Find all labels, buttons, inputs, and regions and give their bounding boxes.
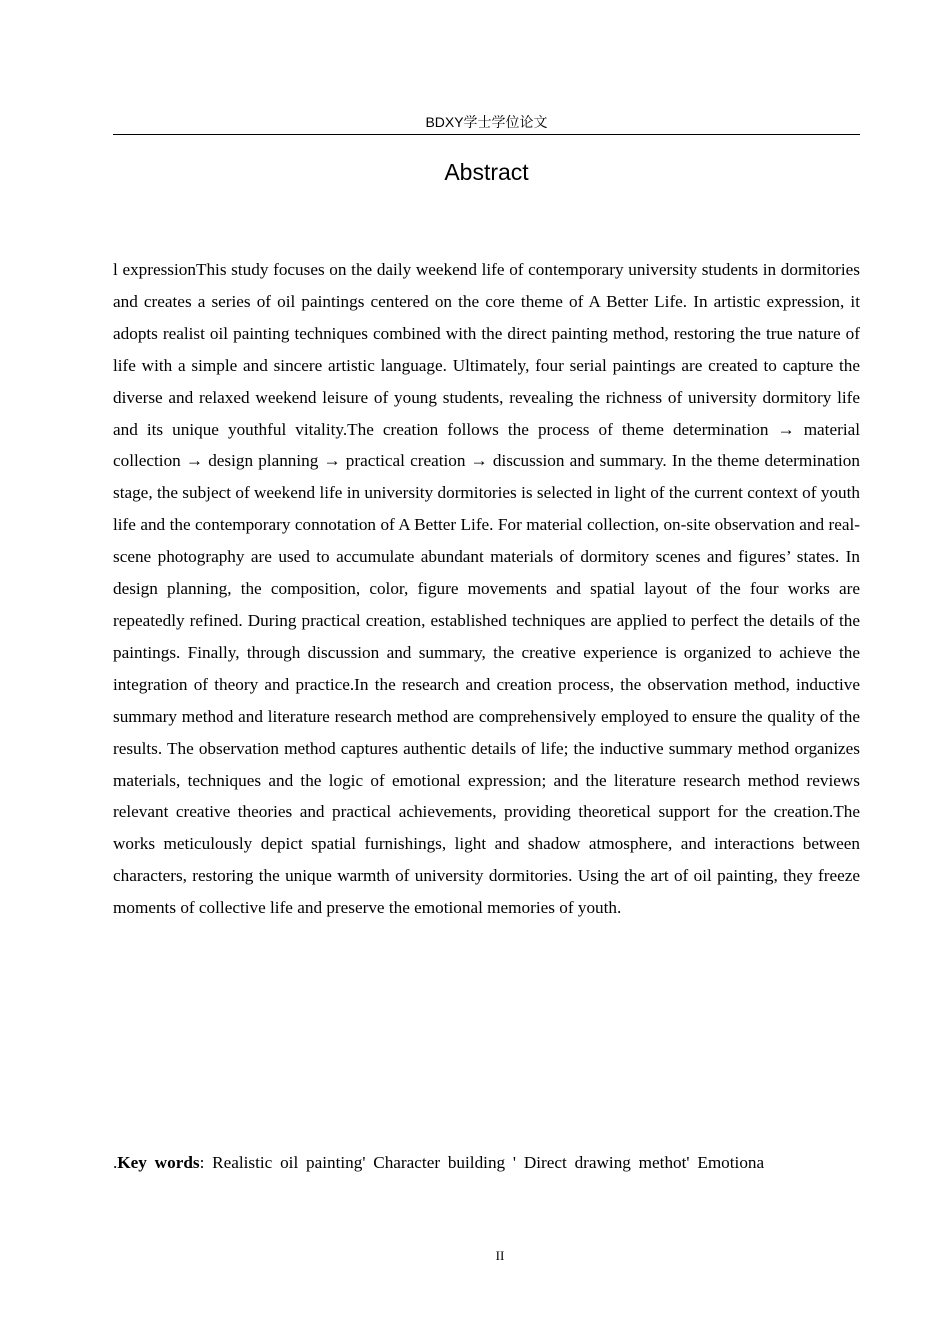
keywords-line — [113, 1147, 873, 1179]
page-header — [113, 112, 860, 135]
keywords-label: Key words — [117, 1153, 200, 1172]
abstract-body: l expressionThis study focuses on the daily weekend life of contemporary university students in dormitories and creates a series of oil paintings centered on the core theme of A Better Life. In artistic expression, it adopts realist oil painting techniques combined with the direct painting method, restoring the true nature of life with a simple and sincere artistic language. Ultimately, four serial paintings are created to capture the diverse and relaxed weekend leisure of young students, revealing the richness of university dormitory life and its unique youthful vitality.The creation follows the process of theme determination → material collection → design planning → practical creation → discussion and summary. In the theme determination stage, the subject of weekend life in university dormitories is selected in light of the current context of youth life and the contemporary connotation of A Better Life. For material collection, on-site observation and real-scene photography are used to accumulate abundant materials of dormitory scenes and figures’ states. In design planning, the composition, color, figure movements and spatial layout of the four works are repeatedly refined. During practical creation, established techniques are applied to perfect the details of the paintings. Finally, through discussion and summary, the creative experience is organized to achieve the integration of theory and practice.In the research and creation process, the observation method, inductive summary method and literature research method are comprehensively employed to ensure the quality of the results. The observation method captures authentic details of life; the inductive summary method organizes materials, techniques and the logic of emotional expression; and the literature research method reviews relevant creative theories and practical achievements, providing theoretical support for the creation.The works meticulously depict spatial furnishings, light and shadow atmosphere, and interactions between characters, restoring the unique warmth of university dormitories. Using the art of oil painting, they freeze moments of collective life and preserve the emotional memories of youth. — [113, 260, 860, 918]
keywords-text: : Realistic oil painting' Character building ' Direct drawing methot' Emotiona — [199, 1153, 765, 1172]
abstract-title: Abstract — [444, 159, 529, 185]
page-number: II — [495, 1248, 505, 1263]
header-text: BDXY学士学位论文 — [425, 114, 548, 130]
keywords-prefix: . — [113, 1153, 118, 1172]
